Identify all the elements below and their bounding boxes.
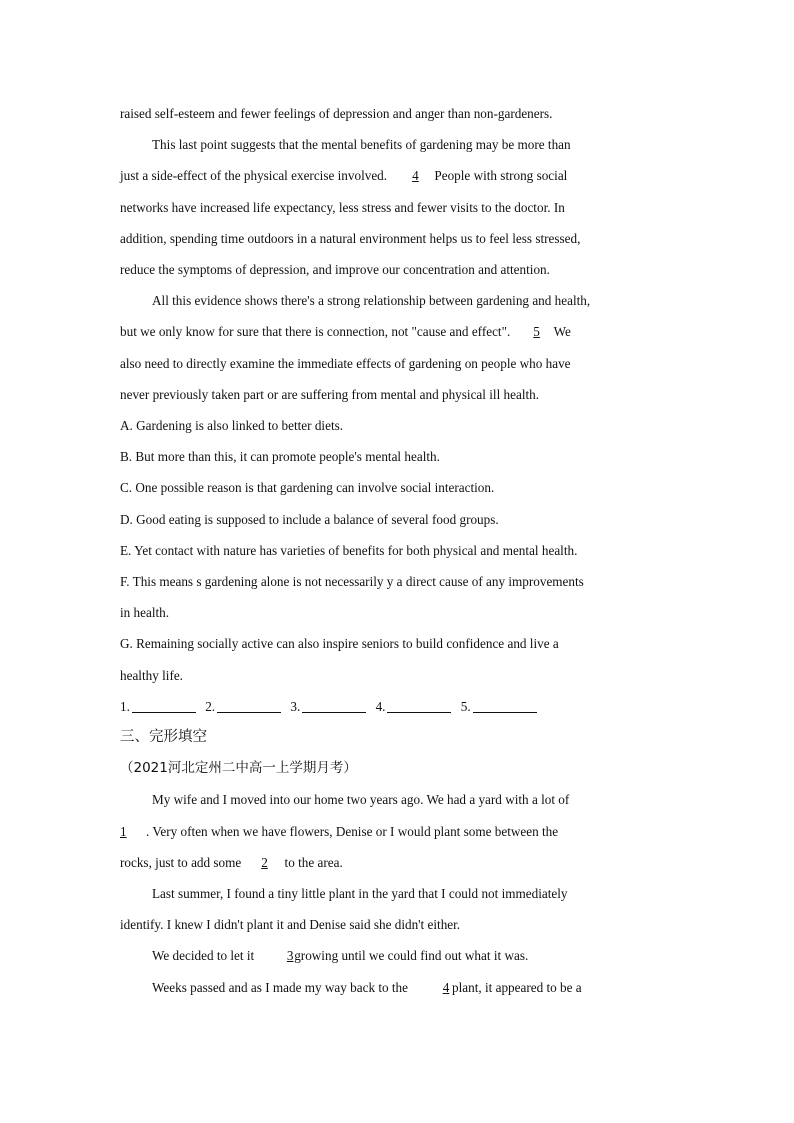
passage2-text: . Very often when we have flowers, Denise or I would plant some between the xyxy=(146,823,559,839)
passage2-text: growing until we could find out what it was. xyxy=(294,948,529,964)
option-b: B. But more than this, it can promote people's mental health. xyxy=(120,449,440,465)
option-f: F. This means s gardening alone is not necessarily y a direct cause of any improvements xyxy=(120,574,584,590)
option-g: G. Remaining socially active can also inspire seniors to build confidence and live a xyxy=(120,636,559,652)
section-heading: 三、完形填空 xyxy=(120,729,207,746)
passage1-line: raised self-esteem and fewer feelings of depression and anger than non-gardeners. xyxy=(120,106,553,121)
answer-line xyxy=(120,691,675,722)
option-g-cont: healthy life. xyxy=(120,667,183,683)
passage2-line: My wife and I moved into our home two years ago. We had a yard with a lot of xyxy=(152,792,570,808)
passage2-line xyxy=(120,816,675,847)
passage2-line xyxy=(120,940,675,971)
option-d: D. Good eating is supposed to include a balance of several food groups. xyxy=(120,511,499,527)
passage1-line xyxy=(120,160,675,191)
answer-label-5: 5. xyxy=(460,698,471,714)
passage1-line xyxy=(120,316,675,347)
passage2-line xyxy=(120,847,675,878)
option-c: C. One possible reason is that gardening can involve social interaction. xyxy=(120,480,495,496)
answer-label-1: 1. xyxy=(120,698,130,714)
passage2-text: We decided to let it xyxy=(152,948,255,964)
answer-label-2: 2. xyxy=(205,698,216,714)
passage1-line: This last point suggests that the mental benefits of gardening may be more than xyxy=(152,137,571,153)
answer-blank-3[interactable] xyxy=(302,698,366,713)
blank-1: 1 xyxy=(120,823,127,839)
blank-2: 2 xyxy=(261,854,268,870)
answer-label-4: 4. xyxy=(375,698,386,714)
blank-5: 5 xyxy=(533,324,540,340)
passage1-text: just a side-effect of the physical exercise involved. xyxy=(120,168,388,184)
passage1-line: also need to directly examine the immediate effects of gardening on people who have xyxy=(120,355,571,371)
answer-blank-1[interactable] xyxy=(132,698,196,713)
document-page xyxy=(120,98,675,1003)
option-a: A. Gardening is also linked to better diets. xyxy=(120,418,344,434)
passage2-text: plant, it appeared to be a xyxy=(452,979,582,995)
option-e: E. Yet contact with nature has varieties of benefits for both physical and mental health. xyxy=(120,542,578,558)
passage1-line: All this evidence shows there's a strong relationship between gardening and health, xyxy=(152,293,591,309)
passage2-line: identify. I knew I didn't plant it and Denise said she didn't either. xyxy=(120,917,461,933)
passage1-line: never previously taken part or are suffering from mental and physical ill health. xyxy=(120,386,540,402)
blank-4b: 4 xyxy=(442,979,450,995)
answer-label-3: 3. xyxy=(290,698,301,714)
passage1-line: addition, spending time outdoors in a natural environment helps us to feel less stressed, xyxy=(120,230,581,246)
passage1-text: but we only know for sure that there is connection, not "cause and effect". xyxy=(120,324,511,340)
passage1-line: networks have increased life expectancy, less stress and fewer visits to the doctor. In xyxy=(120,199,565,215)
passage1-text: People with strong social xyxy=(434,168,568,184)
passage2-text: Weeks passed and as I made my way back to the xyxy=(152,979,409,995)
passage1-text: We xyxy=(553,324,571,340)
section-source: （2021河北定州二中高一上学期月考） xyxy=(120,760,357,777)
passage2-line xyxy=(120,972,675,1003)
passage2-text: to the area. xyxy=(284,854,343,870)
answer-blank-4[interactable] xyxy=(387,698,451,713)
passage2-line: Last summer, I found a tiny little plant in the yard that I could not immediately xyxy=(152,886,568,902)
blank-3: 3 xyxy=(286,948,294,964)
answer-blank-5[interactable] xyxy=(473,698,537,713)
passage1-line: reduce the symptoms of depression, and improve our concentration and attention. xyxy=(120,262,550,278)
blank-4: 4 xyxy=(412,168,419,184)
passage2-text: rocks, just to add some xyxy=(120,854,242,870)
option-f-cont: in health. xyxy=(120,605,170,621)
answer-blank-2[interactable] xyxy=(217,698,281,713)
